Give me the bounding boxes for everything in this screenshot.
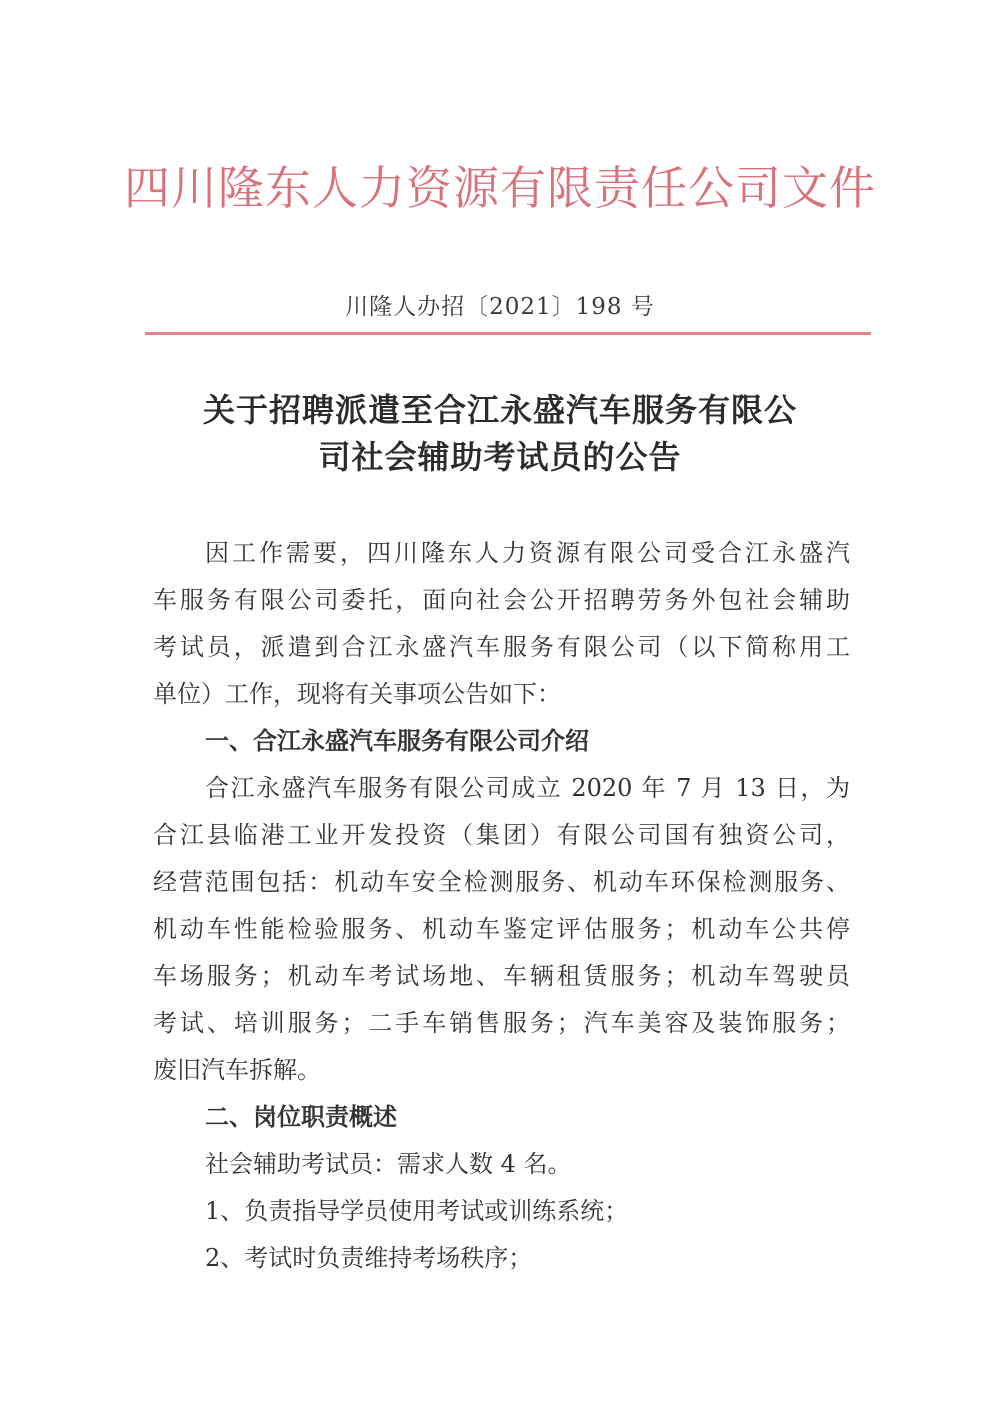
intro-line: 车服务有限公司委托，面向社会公开招聘劳务外包社会辅助 [153,586,850,614]
intro-line: 考试员，派遣到合江永盛汽车服务有限公司（以下简称用工 [153,633,850,661]
intro-line: 单位）工作，现将有关事项公告如下： [153,680,561,708]
section-1-line: 合江永盛汽车服务有限公司成立 2020 年 7 月 13 日，为 [205,774,850,802]
issuer-header: 四川隆东人力资源有限责任公司文件 [124,161,876,215]
section-1-line: 经营范围包括：机动车安全检测服务、机动车环保检测服务、 [153,868,850,896]
section-2-line: 1、负责指导学员使用考试或训练系统； [205,1197,629,1225]
announcement-title-line-2: 司社会辅助考试员的公告 [318,438,682,476]
intro-line: 因工作需要，四川隆东人力资源有限公司受合江永盛汽 [205,539,850,567]
section-1-line: 机动车性能检验服务、机动车鉴定评估服务；机动车公共停 [153,915,850,943]
section-1-line: 车场服务；机动车考试场地、车辆租赁服务；机动车驾驶员 [153,962,850,990]
section-1-heading: 一、合江永盛汽车服务有限公司介绍 [205,727,589,755]
section-1-line: 合江县临港工业开发投资（集团）有限公司国有独资公司， [153,821,850,849]
red-divider [145,332,871,335]
section-1-line: 废旧汽车拆解。 [153,1056,321,1084]
section-2-heading: 二、岗位职责概述 [205,1103,397,1131]
section-1-line: 考试、培训服务；二手车销售服务；汽车美容及装饰服务； [153,1009,850,1037]
section-2-line: 社会辅助考试员：需求人数 4 名。 [205,1150,572,1178]
announcement-title-line-1: 关于招聘派遣至合江永盛汽车服务有限公 [202,391,797,429]
section-2-line: 2、考试时负责维持考场秩序； [205,1244,533,1272]
document-number: 川隆人办招〔2021〕198 号 [345,294,655,320]
